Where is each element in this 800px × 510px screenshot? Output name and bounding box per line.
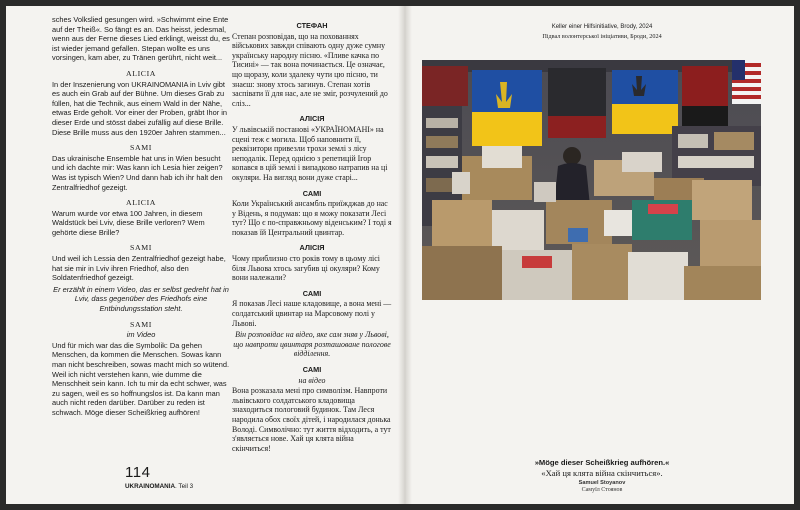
speaker-name: САМІ	[302, 288, 322, 298]
speaker-name: АЛІСІЯ	[299, 114, 325, 124]
quote-german: »Möge dieser Scheißkrieg aufhören.«	[534, 458, 670, 467]
uk-text-block: Коли Український ансамбль приїжджав до нас у Відень, я подумав: що я можу показати Лесі тут? Що є по-справжньому віденським? І тоді я показав їй Центральний цвинтар.	[232, 199, 392, 237]
stage-direction: Er erzählt in einem Video, das er selbst gedreht hat in Lviv, dass gegenüber des Friedhofs eine Entbindungsstation steht.	[53, 284, 229, 314]
speaker-name: ALICIA	[125, 198, 157, 208]
flag-left	[422, 66, 468, 106]
page-number: 114	[125, 464, 151, 481]
running-footer	[125, 483, 193, 490]
right-page	[410, 6, 794, 504]
de-text-block: Das ukrainische Ensemble hat uns in Wien besucht und ich dachte mir: Was kann ich Lesia hier zeigen? Was ist typisch Wien? Und dann hab ich ihr halt den Zentralfriedhof gezeigt.	[52, 153, 223, 192]
quote-author-german: Samuel Stoyanov	[578, 480, 626, 486]
quote-ukrainian: «Хай ця клята війна скінчиться».	[541, 468, 663, 478]
uk-text-block: Вона розказала мені про символізм. Навпроти львівського солдатського кладовища знаходиться пологовий будинок. Там Леся народила обох своїх дітей, і народилася донька Володі. Символічно: тут життя відходить, а тут з'являється нове. Хай ця клята війна скінчиться!	[232, 386, 391, 453]
quote-author-ukrainian: Самуїл Стоянов	[581, 487, 623, 493]
book-spread	[6, 6, 794, 504]
uk-text-block: Чому приблизно сто років тому в цьому лісі біля Львова хтось загубив ці окуляри? Кому вони належали?	[232, 254, 380, 283]
photo-caption-ukrainian: Підвал волонтерської ініціативи, Броди, 2024	[542, 33, 662, 40]
footer-part: . Teil 3	[175, 483, 194, 490]
speaker-direction: на відео	[298, 375, 326, 385]
speaker-name: САМІ	[302, 365, 322, 374]
de-text-block: sches Volkslied gesungen wird. »Schwimmt eine Ente auf der Theiß«. So fängt es an. Das heisst, jedesmal, wenn aus der Ferne dieses Lied erklingt, weisst du, es ist wieder jemand gefallen. Stepan wollte es uns vorsingen, kam aber, zu Tränen gerührt, nicht weit...	[52, 15, 230, 63]
german-text-column	[52, 15, 230, 418]
cellar-photo	[422, 60, 761, 300]
de-text-block: Und weil ich Lessia den Zentralfriedhof gezeigt habe, hat sie mir in Lviv ihren Friedhof, also den Soldatenfriedhof gezeigt.	[52, 254, 226, 283]
speaker-name: АЛІСІЯ	[299, 243, 325, 253]
photo-caption-german: Keller einer Hilfsinitiative, Brody, 2024	[551, 24, 653, 30]
speaker-direction: im Video	[126, 330, 156, 340]
cellar-photo-illustration	[422, 60, 761, 300]
de-text-block: Und für mich war das die Symbolik: Da gehen Menschen, da kommen die Menschen. Sowas kann man nicht beschreiben, sowas macht mich so wütend. Weil ich nicht verstehen kann, wie dumme die Menschheit sein kann. Ich tu mir da echt schwer, was zu sagen, weil es so hoffnungslos ist. Da kann man auch nicht reden darüber. Darüber zu reden ist schwach. Möge dieser Scheißkrieg aufhören!	[52, 340, 230, 417]
uk-text-block: Я показав Лесі наше кладовище, а вона мені — солдатський цвинтар на Марсовому полі у Львові.	[232, 299, 392, 328]
speaker-name: ALICIA	[125, 68, 157, 78]
uk-text-block: Степан розповідав, що на похованнях військових завжди співають одну дуже сумну українську народну пісню. «Пливе качка по Тисині» — так вона починається. Це означає, що щоразу, коли здалеку чути цю пісню, ти знаєш: знову хтось загинув. Степан хотів заспівати її для нас, але не зміг, розчулений до сліз...	[232, 31, 388, 108]
speaker-name: СТЕФАН	[296, 21, 328, 30]
footer-title: UKRAINOMANIA	[125, 483, 176, 490]
speaker-name: SAMI	[130, 143, 152, 153]
speaker-name: SAMI	[130, 319, 152, 329]
uk-text-block: У львівській постанові «УКРАЇНОМАНІ» на сцені теж є могила. Щоб наповнити її, реквізитори привезли трохи землі з лісу неподалік. Перед однією з репетицій Ігор копався в цій землі і випадково натрапив на ці окуляри. На вигляд вони дуже старі...	[232, 124, 388, 182]
speaker-name: САМІ	[302, 188, 322, 198]
de-text-block: Warum wurde vor etwa 100 Jahren, in diesem Waldstück bei Lviv, diese Brille verloren? Wem gehörte diese Brille?	[52, 208, 205, 237]
us-flag	[732, 60, 761, 104]
stage-direction: Він розповідає на відео, яке сам зняв у Львові, що навпроти цвинтаря розташоване пологове відділення.	[233, 330, 391, 359]
left-page	[6, 6, 400, 504]
de-text-block: In der Inszenierung von UKRAINOMANIA in Lviv gibt es auch ein Grab auf der Bühne. Um dieses Grab zu füllen, hat die Technik, aus einem Wald in der Nähe, etwas Erde geholt. Vor einer der Proben, gräbt Ihor in dieser Erde und stösst dabei zufällig auf diese Brille. Diese Brille muss aus den 1920er Jahren stammen...	[52, 79, 228, 137]
speaker-name: SAMI	[130, 243, 152, 253]
ukrainian-text-column	[232, 15, 392, 453]
